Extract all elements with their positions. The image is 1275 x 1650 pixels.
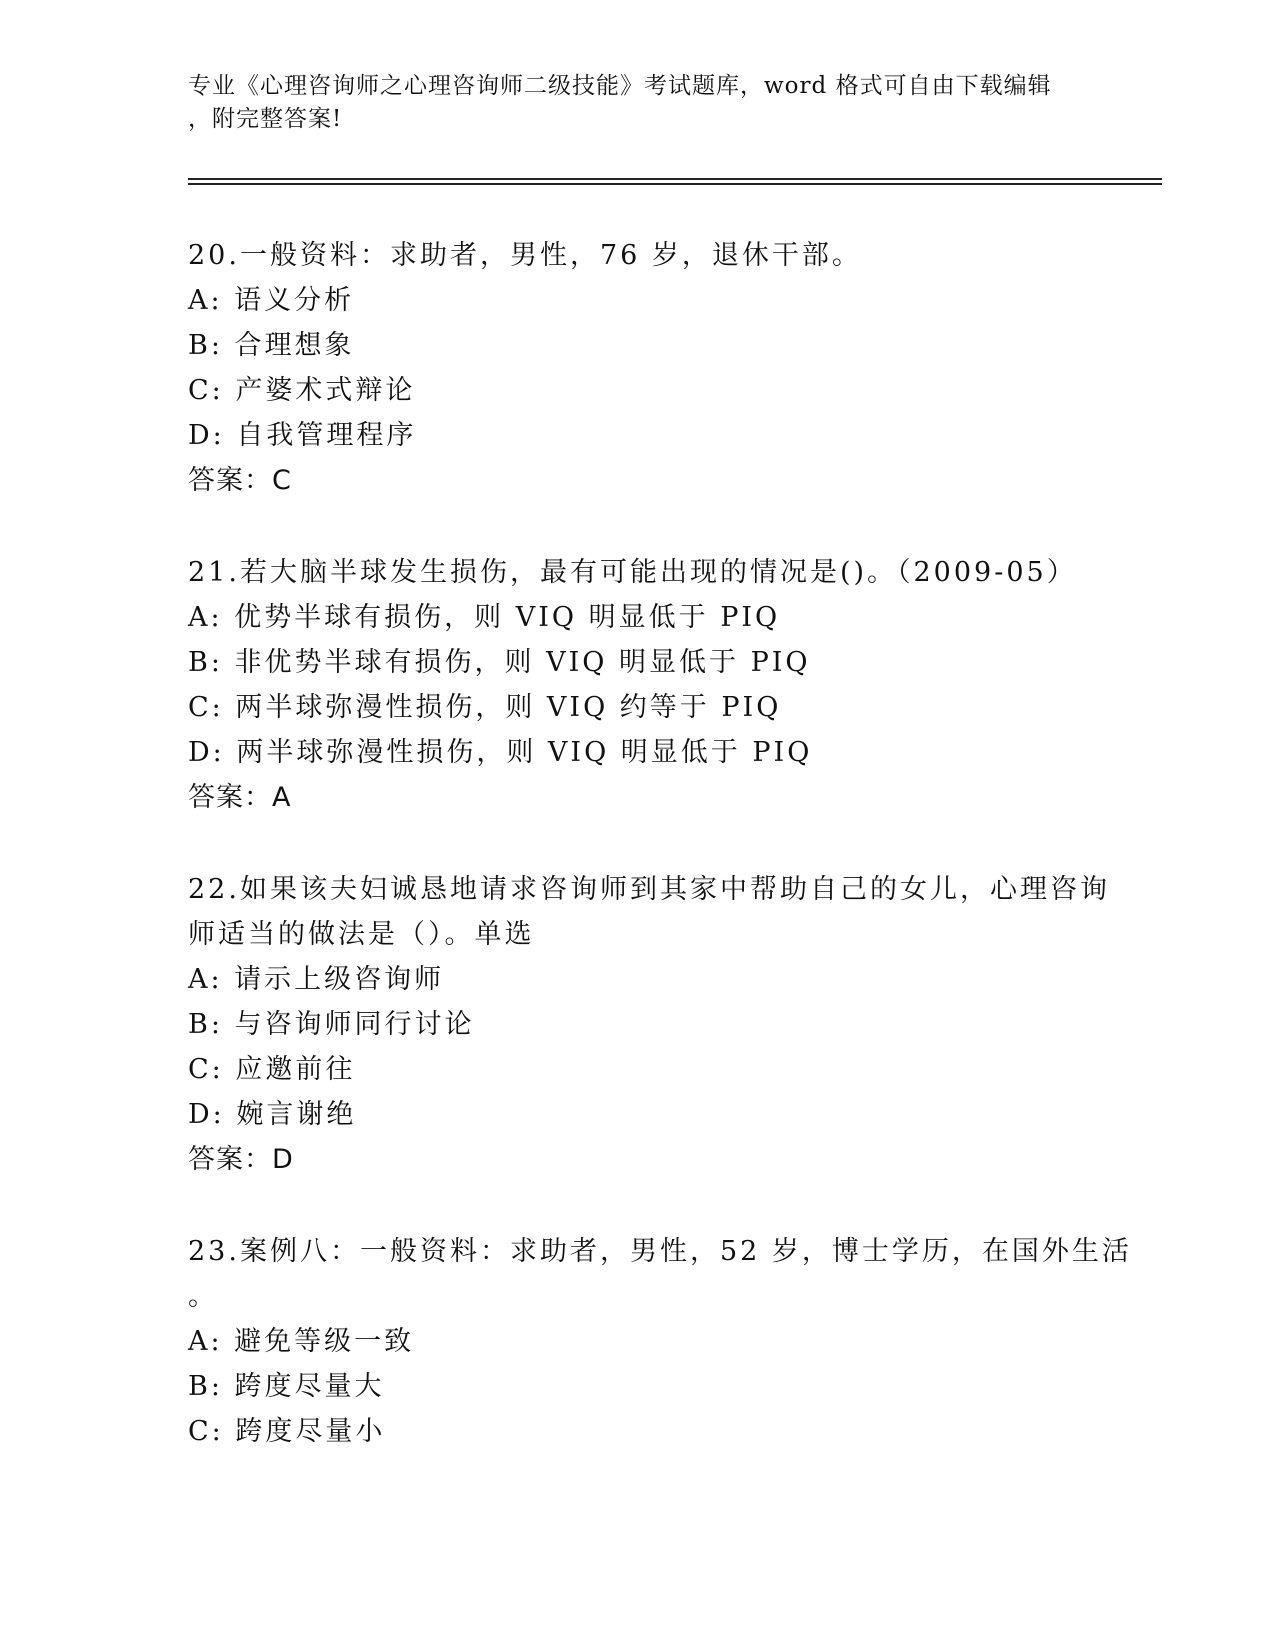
header-line-2: ，附完整答案! [188, 106, 343, 132]
question-stem-line-1: 22.如果该夫妇诚恳地请求咨询师到其家中帮助自己的女儿，心理咨询 [188, 874, 1110, 905]
option-d: D: 婉言谢绝 [188, 1099, 357, 1130]
option-b: B: 非优势半球有损伤，则 VIQ 明显低于 PIQ [188, 647, 811, 678]
option-a: A: 优势半球有损伤，则 VIQ 明显低于 PIQ [188, 602, 781, 633]
answer: 答案：C [188, 465, 292, 496]
question-stem: 21.若大脑半球发生损伤，最有可能出现的情况是()。（2009-05） [188, 557, 1077, 588]
question-stem-line-1: 23.案例八：一般资料：求助者，男性，52 岁，博士学历，在国外生活 [188, 1236, 1132, 1267]
question-stem-line-2: 师适当的做法是（）。单选 [188, 919, 535, 950]
header-divider-top [188, 178, 1162, 180]
answer: 答案：A [188, 782, 292, 813]
option-c: C: 产婆术式辩论 [188, 375, 416, 406]
option-c: C: 跨度尽量小 [188, 1416, 386, 1447]
question-stem-line-2: 。 [188, 1281, 218, 1312]
option-b: B: 跨度尽量大 [188, 1371, 385, 1402]
answer: 答案：D [188, 1144, 294, 1175]
option-a: A: 避免等级一致 [188, 1326, 415, 1357]
option-c: C: 应邀前往 [188, 1054, 356, 1085]
question-stem: 20.一般资料：求助者，男性，76 岁，退休干部。 [188, 240, 862, 271]
option-b: B: 合理想象 [188, 330, 355, 361]
option-d: D: 两半球弥漫性损伤，则 VIQ 明显低于 PIQ [188, 737, 813, 768]
option-d: D: 自我管理程序 [188, 420, 417, 451]
option-c: C: 两半球弥漫性损伤，则 VIQ 约等于 PIQ [188, 692, 782, 723]
document-header [188, 70, 1088, 136]
option-b: B: 与咨询师同行讨论 [188, 1009, 475, 1040]
header-line-1: 专业《心理咨询师之心理咨询师二级技能》考试题库，word 格式可自由下载编辑 [188, 73, 1052, 99]
option-a: A: 请示上级咨询师 [188, 964, 445, 995]
option-a: A: 语义分析 [188, 285, 355, 316]
header-divider-bottom [188, 183, 1162, 185]
